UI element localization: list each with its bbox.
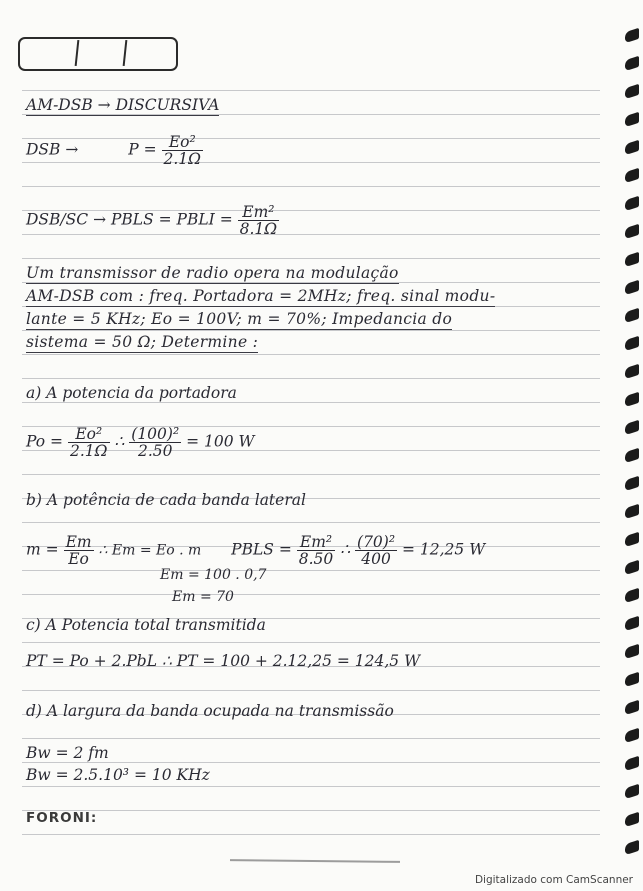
- item-b-solution: m = $\frac{Em}{Eo}$ ∴ Em = Eo . m PBLS = $\frac{\text{Em²}}{8.50}$ ∴ $\frac{\text{(70)²}}{400}$ = 12,25 W: [26, 533, 486, 568]
- spiral-binding: [615, 0, 643, 880]
- item-a-solution: Po = $\frac{\text{Eo²}}{2.1\Omega}$ ∴ $\frac{\text{(100)²}}{2.50}$ = 100 W: [26, 425, 255, 460]
- item-d-solution: Bw = 2.5.10³ = 10 KHz: [26, 766, 210, 784]
- item-c-solution: PT = Po + 2.PbL ∴ PT = 100 + 2.12,25 = 124,5 W: [26, 652, 421, 670]
- item-b-heading: b) A potência de cada banda lateral: [26, 491, 306, 509]
- dsb-formula: DSB → P = $\frac{\text{Eo²}}{2.1\Omega}$: [26, 133, 202, 168]
- item-d-heading: d) A largura da banda ocupada na transmissão: [26, 702, 394, 720]
- item-a-heading: a) A potencia da portadora: [26, 384, 237, 402]
- problem-line: AM-DSB com : freq. Portadora = 2MHz; freq. sinal modu-: [26, 287, 496, 305]
- item-b-step: Em = 100 . 0,7: [160, 567, 267, 583]
- item-b-step: Em = 70: [172, 589, 234, 605]
- item-d-solution: Bw = 2 fm: [26, 744, 109, 762]
- page-title: AM-DSB → DISCURSIVA: [26, 96, 220, 114]
- problem-line: sistema = 50 Ω; Determine :: [26, 333, 259, 351]
- dsbsc-formula: DSB/SC → PBLS = PBLI = $\frac{\text{Em²}}{8.1\Omega}$: [26, 203, 278, 238]
- problem-line: Um transmissor de radio opera na modulação: [26, 264, 399, 282]
- notebook-brand: FORONI:: [26, 810, 98, 826]
- scanner-watermark: Digitalizado com CamScanner: [474, 874, 633, 886]
- problem-line: lante = 5 KHz; Eo = 100V; m = 70%; Impedancia do: [26, 310, 453, 328]
- item-c-heading: c) A Potencia total transmitida: [26, 616, 266, 634]
